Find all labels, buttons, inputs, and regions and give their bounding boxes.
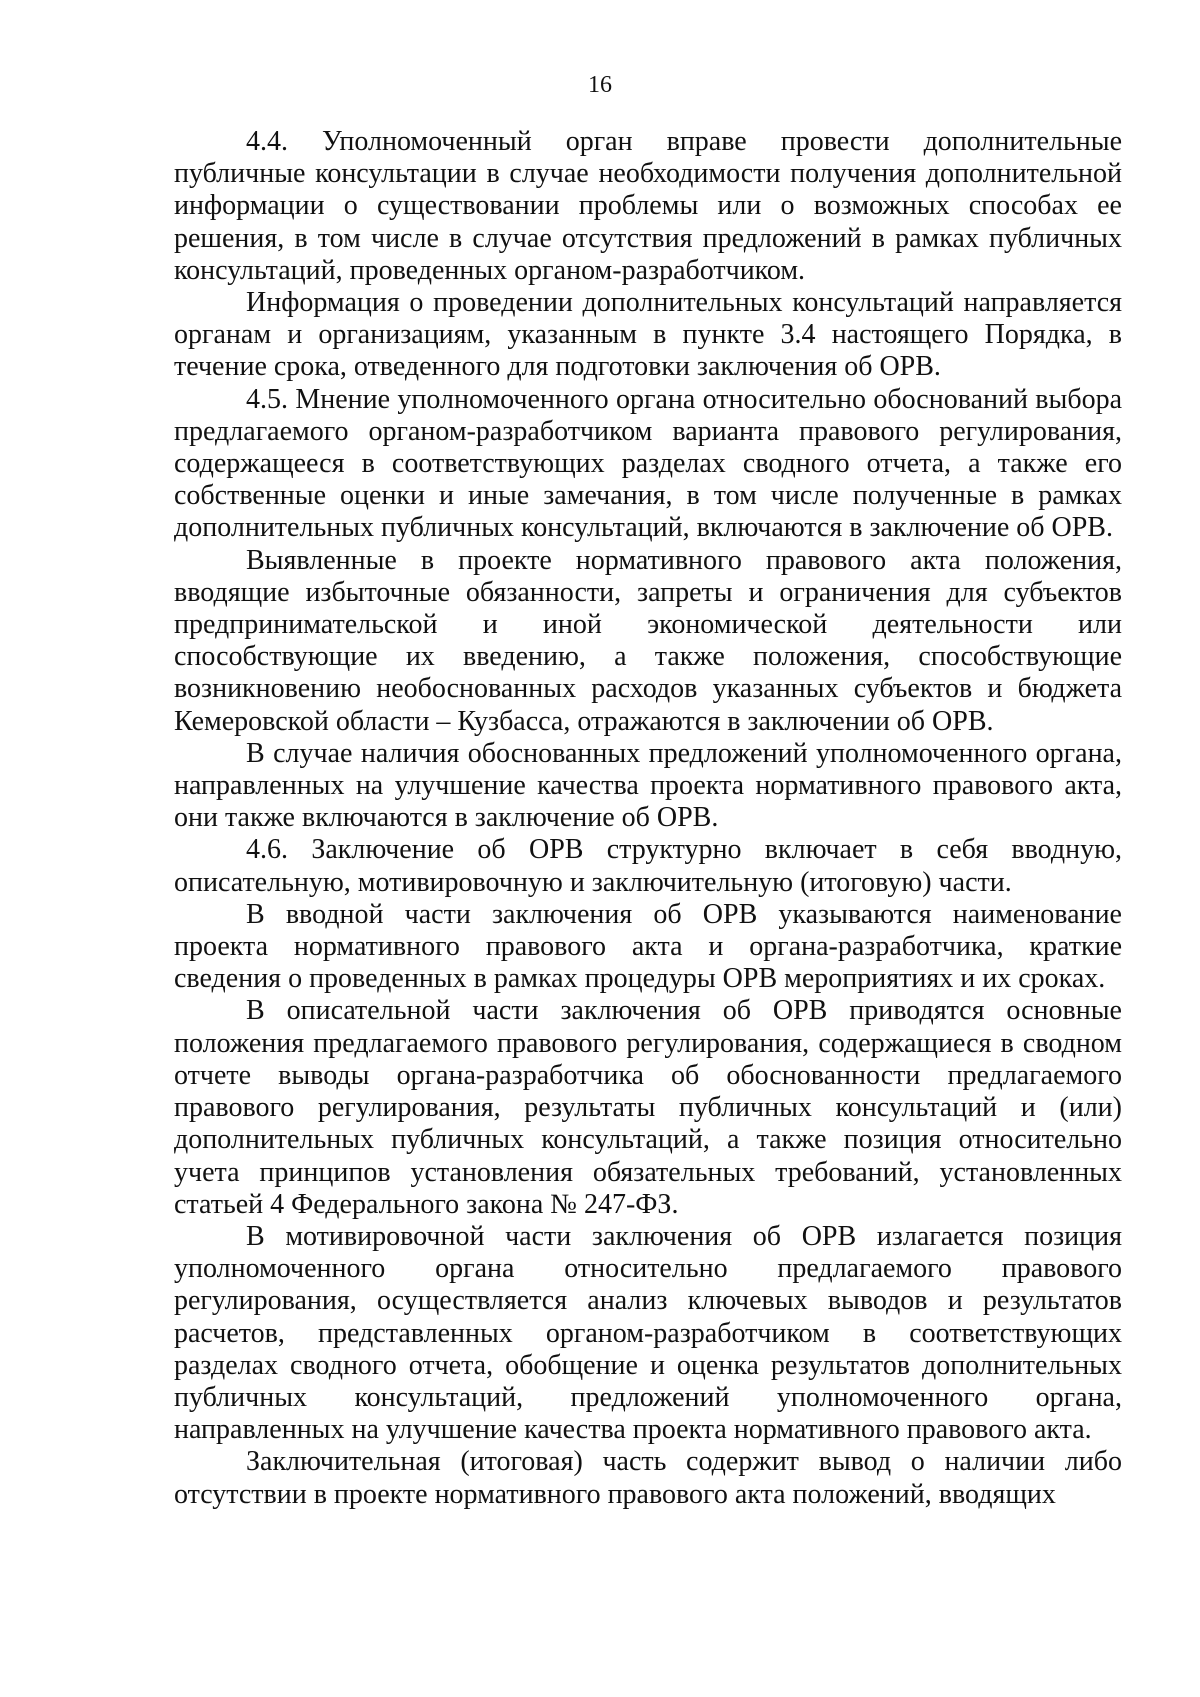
paragraph-introductory-part: В вводной части заключения об ОРВ указываются наименование проекта нормативного правового акта и органа-разработчика, краткие сведения о проведенных в рамках процедуры ОРВ мероприятиях и их сроках.: [174, 898, 1122, 995]
paragraph-additional-consultations-info: Информация о проведении дополнительных консультаций направляется органам и организациям, указанным в пункте 3.4 настоящего Порядка, в течение срока, отведенного для подготовки заключения об ОРВ.: [174, 287, 1122, 383]
paragraph-4-6: 4.6. Заключение об ОРВ структурно включает в себя вводную, описательную, мотивировочную и заключительную (итоговую) части.: [174, 834, 1122, 898]
paragraph-descriptive-part: В описательной части заключения об ОРВ приводятся основные положения предлагаемого правового регулирования, содержащиеся в сводном отчете выводы органа-разработчика об обоснованности предлагаемого правового регулирования, результаты публичных консультаций и (или) дополнительных публичных консультаций, а также позиция относительно учета принципов установления обязательных требований, установленных статьей 4 Федерального закона № 247-ФЗ.: [174, 995, 1122, 1220]
paragraph-4-4: 4.4. Уполномоченный орган вправе провести дополнительные публичные консультации в случае необходимости получения дополнительной информации о существовании проблемы или о возможных способах ее решения, в том числе в случае отсутствия предложений в рамках публичных консультаций, проведенных органом-разработчиком.: [174, 126, 1122, 286]
paragraph-identified-provisions: Выявленные в проекте нормативного правового акта положения, вводящие избыточные обязанности, запреты и ограничения для субъектов предпринимательской и иной экономической деятельности или способствующие их введению, а также положения, способствующие возникновению необоснованных расходов указанных субъектов и бюджета Кемеровской области – Кузбасса, отражаются в заключении об ОРВ.: [174, 544, 1122, 737]
paragraph-final-part: Заключительная (итоговая) часть содержит вывод о наличии либо отсутствии в проекте нормативного правового акта положений, вводящих: [174, 1446, 1122, 1510]
paragraph-justified-proposals: В случае наличия обоснованных предложений уполномоченного органа, направленных на улучшение качества проекта нормативного правового акта, они также включаются в заключение об ОРВ.: [174, 737, 1122, 834]
paragraph-motivational-part: В мотивировочной части заключения об ОРВ излагается позиция уполномоченного органа относительно предлагаемого правового регулирования, осуществляется анализ ключевых выводов и результатов расчетов, представленных органом-разработчиком в соответствующих разделах сводного отчета, обобщение и оценка результатов дополнительных публичных консультаций, предложений уполномоченного органа, направленных на улучшение качества проекта нормативного правового акта.: [174, 1220, 1122, 1446]
document-body: [174, 126, 1122, 1511]
paragraph-4-5: 4.5. Мнение уполномоченного органа относительно обоснований выбора предлагаемого органом-разработчиком варианта правового регулирования, содержащееся в соответствующих разделах сводного отчета, а также его собственные оценки и иные замечания, в том числе полученные в рамках дополнительных публичных консультаций, включаются в заключение об ОРВ.: [174, 383, 1122, 544]
page-number: 16: [588, 72, 612, 98]
